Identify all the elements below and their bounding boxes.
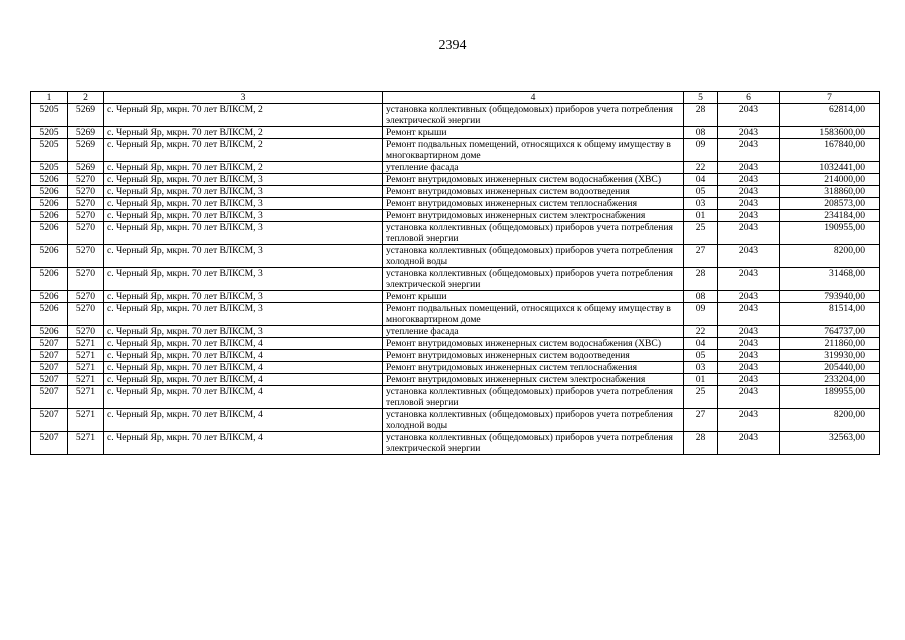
work-type-cell: утепление фасада [383,326,684,338]
table-row [31,326,880,338]
work-type-cell: Ремонт внутридомовых инженерных систем теплоснабжения [383,362,684,374]
cost-cell: 233204,00 [780,374,880,386]
row-number-cell: 5206 [31,222,68,245]
address-cell: с. Черный Яр, мкрн. 70 лет ВЛКСМ, 2 [104,104,383,127]
address-cell: с. Черный Яр, мкрн. 70 лет ВЛКСМ, 3 [104,268,383,291]
year-cell: 2043 [718,350,780,362]
work-code-cell: 09 [684,139,718,162]
work-code-cell: 28 [684,104,718,127]
year-cell: 2043 [718,127,780,139]
column-header: 3 [104,92,383,104]
address-cell: с. Черный Яр, мкрн. 70 лет ВЛКСМ, 4 [104,386,383,409]
work-type-cell: Ремонт внутридомовых инженерных систем электроснабжения [383,374,684,386]
cost-cell: 793940,00 [780,291,880,303]
table-row [31,162,880,174]
year-cell: 2043 [718,198,780,210]
cost-cell: 32563,00 [780,432,880,455]
table-row [31,245,880,268]
year-cell: 2043 [718,409,780,432]
work-code-cell: 01 [684,374,718,386]
code-cell: 5270 [68,198,104,210]
work-code-cell: 08 [684,291,718,303]
address-cell: с. Черный Яр, мкрн. 70 лет ВЛКСМ, 3 [104,222,383,245]
cost-cell: 8200,00 [780,409,880,432]
address-cell: с. Черный Яр, мкрн. 70 лет ВЛКСМ, 3 [104,245,383,268]
work-type-cell: Ремонт внутридомовых инженерных систем водоотведения [383,186,684,198]
year-cell: 2043 [718,139,780,162]
address-cell: с. Черный Яр, мкрн. 70 лет ВЛКСМ, 3 [104,291,383,303]
table-row [31,198,880,210]
code-cell: 5271 [68,350,104,362]
code-cell: 5271 [68,374,104,386]
cost-cell: 205440,00 [780,362,880,374]
table-row [31,174,880,186]
cost-cell: 319930,00 [780,350,880,362]
row-number-cell: 5207 [31,374,68,386]
data-table [30,91,880,455]
work-code-cell: 27 [684,245,718,268]
address-cell: с. Черный Яр, мкрн. 70 лет ВЛКСМ, 3 [104,174,383,186]
code-cell: 5271 [68,409,104,432]
table-row [31,104,880,127]
cost-cell: 208573,00 [780,198,880,210]
address-cell: с. Черный Яр, мкрн. 70 лет ВЛКСМ, 2 [104,162,383,174]
row-number-cell: 5207 [31,409,68,432]
code-cell: 5270 [68,186,104,198]
work-code-cell: 27 [684,409,718,432]
year-cell: 2043 [718,104,780,127]
work-type-cell: установка коллективных (общедомовых) приборов учета потребления электрической энергии [383,104,684,127]
work-type-cell: установка коллективных (общедомовых) приборов учета потребления тепловой энергии [383,386,684,409]
table-row [31,210,880,222]
year-cell: 2043 [718,186,780,198]
table-row [31,386,880,409]
year-cell: 2043 [718,222,780,245]
page-number: 2394 [438,38,467,53]
cost-cell: 8200,00 [780,245,880,268]
work-type-cell: Ремонт крыши [383,127,684,139]
column-header: 4 [383,92,684,104]
address-cell: с. Черный Яр, мкрн. 70 лет ВЛКСМ, 4 [104,409,383,432]
code-cell: 5270 [68,326,104,338]
code-cell: 5270 [68,174,104,186]
work-type-cell: установка коллективных (общедомовых) приборов учета потребления тепловой энергии [383,222,684,245]
work-type-cell: Ремонт внутридомовых инженерных систем теплоснабжения [383,198,684,210]
work-code-cell: 03 [684,198,718,210]
work-type-cell: Ремонт внутридомовых инженерных систем электроснабжения [383,210,684,222]
cost-cell: 214000,00 [780,174,880,186]
work-type-cell: Ремонт внутридомовых инженерных систем водоотведения [383,350,684,362]
row-number-cell: 5206 [31,245,68,268]
work-code-cell: 04 [684,174,718,186]
work-code-cell: 22 [684,162,718,174]
row-number-cell: 5206 [31,291,68,303]
work-code-cell: 05 [684,186,718,198]
work-type-cell: Ремонт внутридомовых инженерных систем водоснабжения (ХВС) [383,174,684,186]
year-cell: 2043 [718,210,780,222]
work-type-cell: установка коллективных (общедомовых) приборов учета потребления холодной воды [383,245,684,268]
cost-cell: 234184,00 [780,210,880,222]
cost-cell: 167840,00 [780,139,880,162]
work-type-cell: Ремонт подвальных помещений, относящихся к общему имуществу в многоквартирном доме [383,139,684,162]
row-number-cell: 5205 [31,162,68,174]
table-row [31,350,880,362]
year-cell: 2043 [718,268,780,291]
work-code-cell: 25 [684,222,718,245]
row-number-cell: 5207 [31,338,68,350]
table-row [31,303,880,326]
column-header: 7 [780,92,880,104]
table-row [31,338,880,350]
work-type-cell: установка коллективных (общедомовых) приборов учета потребления электрической энергии [383,432,684,455]
cost-cell: 318860,00 [780,186,880,198]
work-type-cell: установка коллективных (общедомовых) приборов учета потребления электрической энергии [383,268,684,291]
row-number-cell: 5205 [31,127,68,139]
work-code-cell: 28 [684,432,718,455]
year-cell: 2043 [718,245,780,268]
work-code-cell: 03 [684,362,718,374]
address-cell: с. Черный Яр, мкрн. 70 лет ВЛКСМ, 3 [104,210,383,222]
address-cell: с. Черный Яр, мкрн. 70 лет ВЛКСМ, 4 [104,362,383,374]
address-cell: с. Черный Яр, мкрн. 70 лет ВЛКСМ, 4 [104,374,383,386]
work-code-cell: 28 [684,268,718,291]
table-row [31,409,880,432]
address-cell: с. Черный Яр, мкрн. 70 лет ВЛКСМ, 3 [104,326,383,338]
work-type-cell: Ремонт подвальных помещений, относящихся к общему имуществу в многоквартирном доме [383,303,684,326]
cost-cell: 1583600,00 [780,127,880,139]
code-cell: 5269 [68,162,104,174]
code-cell: 5270 [68,268,104,291]
work-type-cell: Ремонт крыши [383,291,684,303]
code-cell: 5271 [68,338,104,350]
row-number-cell: 5207 [31,432,68,455]
code-cell: 5269 [68,139,104,162]
table-row [31,268,880,291]
address-cell: с. Черный Яр, мкрн. 70 лет ВЛКСМ, 2 [104,139,383,162]
row-number-cell: 5205 [31,104,68,127]
work-type-cell: утепление фасада [383,162,684,174]
address-cell: с. Черный Яр, мкрн. 70 лет ВЛКСМ, 3 [104,198,383,210]
code-cell: 5271 [68,386,104,409]
work-code-cell: 01 [684,210,718,222]
row-number-cell: 5206 [31,174,68,186]
year-cell: 2043 [718,174,780,186]
code-cell: 5271 [68,362,104,374]
table-row [31,291,880,303]
work-code-cell: 04 [684,338,718,350]
code-cell: 5271 [68,432,104,455]
cost-cell: 62814,00 [780,104,880,127]
code-cell: 5270 [68,245,104,268]
row-number-cell: 5207 [31,350,68,362]
address-cell: с. Черный Яр, мкрн. 70 лет ВЛКСМ, 4 [104,338,383,350]
table-row [31,139,880,162]
address-cell: с. Черный Яр, мкрн. 70 лет ВЛКСМ, 4 [104,350,383,362]
cost-cell: 764737,00 [780,326,880,338]
column-header: 5 [684,92,718,104]
table-row [31,374,880,386]
address-cell: с. Черный Яр, мкрн. 70 лет ВЛКСМ, 4 [104,432,383,455]
cost-cell: 211860,00 [780,338,880,350]
table-row [31,186,880,198]
cost-cell: 81514,00 [780,303,880,326]
table-row [31,127,880,139]
cost-cell: 190955,00 [780,222,880,245]
code-cell: 5270 [68,291,104,303]
year-cell: 2043 [718,326,780,338]
table-row [31,432,880,455]
year-cell: 2043 [718,291,780,303]
row-number-cell: 5206 [31,198,68,210]
work-type-cell: Ремонт внутридомовых инженерных систем водоснабжения (ХВС) [383,338,684,350]
row-number-cell: 5206 [31,303,68,326]
address-cell: с. Черный Яр, мкрн. 70 лет ВЛКСМ, 3 [104,186,383,198]
address-cell: с. Черный Яр, мкрн. 70 лет ВЛКСМ, 2 [104,127,383,139]
year-cell: 2043 [718,432,780,455]
column-header: 2 [68,92,104,104]
cost-cell: 1032441,00 [780,162,880,174]
code-cell: 5270 [68,222,104,245]
table-row [31,222,880,245]
column-header: 6 [718,92,780,104]
header-row [31,92,880,104]
year-cell: 2043 [718,162,780,174]
code-cell: 5270 [68,210,104,222]
row-number-cell: 5205 [31,139,68,162]
work-code-cell: 05 [684,350,718,362]
row-number-cell: 5207 [31,362,68,374]
table-row [31,362,880,374]
cost-cell: 31468,00 [780,268,880,291]
work-code-cell: 09 [684,303,718,326]
work-code-cell: 22 [684,326,718,338]
year-cell: 2043 [718,386,780,409]
row-number-cell: 5207 [31,386,68,409]
code-cell: 5269 [68,127,104,139]
column-header: 1 [31,92,68,104]
address-cell: с. Черный Яр, мкрн. 70 лет ВЛКСМ, 3 [104,303,383,326]
year-cell: 2043 [718,374,780,386]
work-type-cell: установка коллективных (общедомовых) приборов учета потребления холодной воды [383,409,684,432]
code-cell: 5269 [68,104,104,127]
work-code-cell: 08 [684,127,718,139]
row-number-cell: 5206 [31,326,68,338]
work-code-cell: 25 [684,386,718,409]
year-cell: 2043 [718,362,780,374]
year-cell: 2043 [718,303,780,326]
table-body [31,92,880,455]
row-number-cell: 5206 [31,210,68,222]
year-cell: 2043 [718,338,780,350]
row-number-cell: 5206 [31,268,68,291]
cost-cell: 189955,00 [780,386,880,409]
row-number-cell: 5206 [31,186,68,198]
code-cell: 5270 [68,303,104,326]
